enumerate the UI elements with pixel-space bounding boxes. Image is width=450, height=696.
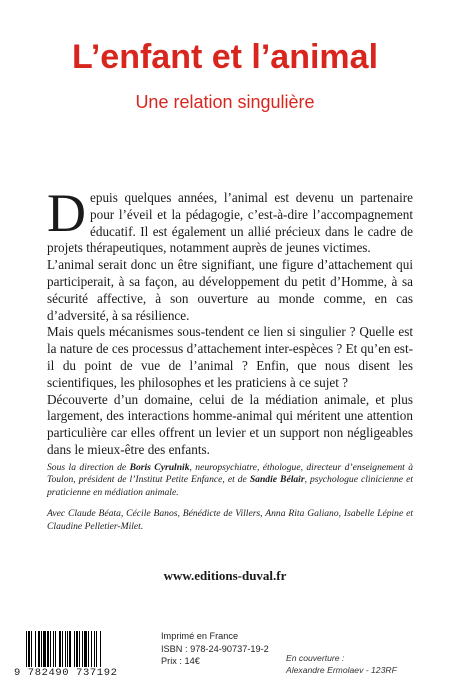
contributors-credit: Avec Claude Béata, Cécile Banos, Bénédicte de Villers, Anna Rita Galiano, Isabelle Lépine et Claudine Pelletier-Milet. <box>47 508 413 532</box>
blurb-paragraph-2: L’animal serait donc un être signifiant, une figure d’attachement qui participerait, à sa façon, au développement du petit d’Homme, à sa sécurité affective, à son ouverture au monde comme, en cas d’adversité, à sa résilience. <box>47 257 413 323</box>
printed-in: Imprimé en France <box>161 631 239 641</box>
credits-block <box>47 462 413 542</box>
director-1-name: Boris Cyrulnik <box>129 462 190 473</box>
direction-credit <box>47 462 413 499</box>
barcode-image <box>26 631 138 667</box>
direction-prefix: Sous la direction de <box>47 462 130 473</box>
barcode-digits: 9 782490 737192 <box>14 667 118 679</box>
director-2-name: Sandie Bélair <box>249 474 305 486</box>
cover-credit-label: En couverture : <box>286 653 345 663</box>
isbn: ISBN : 978-24-90737-19-2 <box>161 643 269 654</box>
back-cover-blurb <box>47 183 413 459</box>
blurb-paragraph-1-text: epuis quelques années, l’animal est devenu un partenaire pour l’éveil et la pédagogie, c’est-à-dire l’accompagnement éducatif. Il est également un allié précieux dans le cadre de projets thérapeutiques, notamment auprès de jeunes victimes. <box>47 190 413 256</box>
print-info <box>161 630 269 668</box>
drop-cap: D <box>47 183 86 243</box>
blurb-paragraph-4: Découverte d’un domaine, celui de la médiation animale, et plus largement, des interactions homme-animal qui méritent une attention particulière car elles offrent un levier et un support non négligeables dans le mieux-être des enfants. <box>47 391 413 457</box>
director-1-desc: , neuropsychiatre, éthologue, directeur d’enseignement à Toulon, président de l’Institut Petite Enfance, et de <box>47 462 414 486</box>
blurb-paragraph-3: Mais quels mécanismes sous-tendent ce lien si singulier ? Quelle est la nature de ces processus d’attachement inter-espèces ? Et qu’en est-il du point de vue de l’animal ? Enfin, que nous disent les scientifiques, les philosophes et les praticiens à ce sujet ? <box>47 324 413 390</box>
book-title: L’enfant et l’animal <box>71 38 379 76</box>
book-subtitle: Une relation singulière <box>135 92 315 112</box>
price: Prix : 14€ <box>161 656 200 666</box>
publisher-website: www.editions-duval.fr <box>163 568 287 583</box>
director-2-desc: , psychologue clinicienne et praticienne en médiation animale. <box>47 474 413 498</box>
cover-credit-name: Alexandre Ermolaev - 123RF <box>286 665 397 675</box>
cover-credit <box>286 652 397 676</box>
blurb-paragraph-1 <box>47 183 413 257</box>
